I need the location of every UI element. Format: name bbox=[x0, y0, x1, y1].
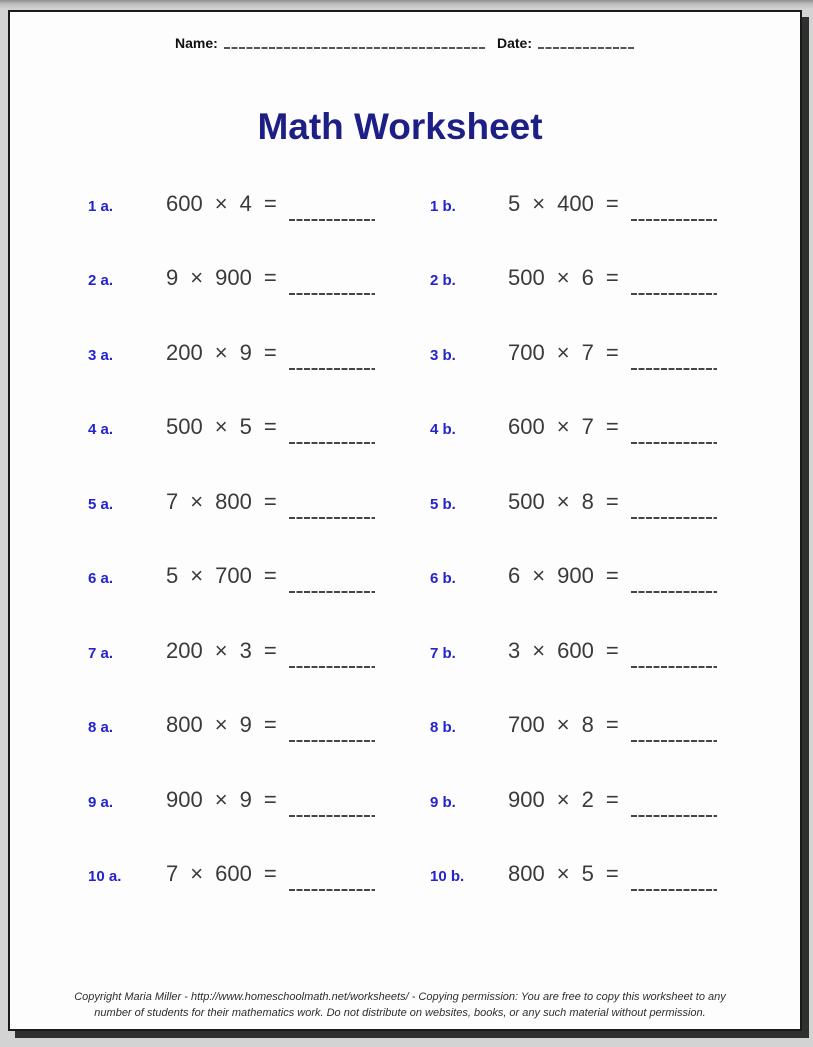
factor-1: 7 bbox=[166, 489, 179, 514]
factor-1: 800 bbox=[166, 712, 203, 737]
equals-sign: = bbox=[263, 563, 277, 588]
problem-label: 2 b. bbox=[430, 272, 456, 289]
problem-row bbox=[10, 189, 800, 219]
equals-sign: = bbox=[263, 191, 277, 216]
problem-row bbox=[10, 859, 800, 889]
factor-1: 200 bbox=[166, 340, 203, 365]
times-sign: × bbox=[556, 265, 570, 290]
answer-blank bbox=[289, 338, 375, 371]
date-line bbox=[538, 35, 634, 51]
footer-copyright: Copyright Maria Miller - http://www.homeschoolmath.net/worksheets/ - Copying permission: You are free to copy this worksheet to any number of students for their mathematics work. Do not distribute on websites, books, or any such material without permission. bbox=[74, 991, 726, 1019]
times-sign: × bbox=[556, 340, 570, 365]
answer-blank bbox=[289, 189, 375, 222]
factor-2: 2 bbox=[581, 787, 594, 812]
answer-blank bbox=[631, 859, 717, 892]
problem-label: 6 b. bbox=[430, 570, 456, 587]
answer-blank bbox=[631, 412, 717, 445]
factor-2: 800 bbox=[215, 489, 252, 514]
problem-row bbox=[10, 636, 800, 666]
factor-2: 8 bbox=[581, 489, 594, 514]
name-field-group bbox=[175, 35, 486, 51]
problem-9a bbox=[88, 785, 375, 818]
problem-2b bbox=[430, 263, 717, 296]
equals-sign: = bbox=[605, 638, 619, 663]
problem-6a bbox=[88, 561, 375, 594]
factor-1: 5 bbox=[166, 563, 179, 588]
problem-label: 5 a. bbox=[88, 496, 114, 513]
factor-1: 200 bbox=[166, 638, 203, 663]
equals-sign: = bbox=[605, 414, 619, 439]
equals-sign: = bbox=[605, 191, 619, 216]
problem-10a bbox=[88, 859, 375, 892]
equals-sign: = bbox=[605, 265, 619, 290]
problem-7a bbox=[88, 636, 375, 669]
problem-2a bbox=[88, 263, 375, 296]
problem-label: 8 b. bbox=[430, 719, 456, 736]
name-line bbox=[224, 35, 486, 51]
problem-label: 4 b. bbox=[430, 421, 456, 438]
times-sign: × bbox=[556, 414, 570, 439]
problem-5a bbox=[88, 487, 375, 520]
times-sign: × bbox=[214, 787, 228, 812]
problem-4b bbox=[430, 412, 717, 445]
times-sign: × bbox=[190, 563, 204, 588]
times-sign: × bbox=[556, 489, 570, 514]
equals-sign: = bbox=[263, 489, 277, 514]
times-sign: × bbox=[556, 861, 570, 886]
times-sign: × bbox=[532, 191, 546, 216]
factor-1: 900 bbox=[508, 787, 545, 812]
page-title: Math Worksheet bbox=[257, 106, 543, 147]
problem-label: 4 a. bbox=[88, 421, 114, 438]
problem-label: 9 b. bbox=[430, 794, 456, 811]
problem-label: 10 b. bbox=[430, 868, 465, 885]
equals-sign: = bbox=[605, 489, 619, 514]
factor-1: 500 bbox=[166, 414, 203, 439]
times-sign: × bbox=[556, 787, 570, 812]
answer-blank bbox=[289, 487, 375, 520]
answer-blank bbox=[289, 561, 375, 594]
answer-blank bbox=[631, 636, 717, 669]
problem-label: 1 b. bbox=[430, 198, 456, 215]
answer-blank bbox=[631, 785, 717, 818]
factor-2: 600 bbox=[215, 861, 252, 886]
factor-1: 900 bbox=[166, 787, 203, 812]
times-sign: × bbox=[214, 414, 228, 439]
problem-label: 8 a. bbox=[88, 719, 114, 736]
problem-6b bbox=[430, 561, 717, 594]
problem-10b bbox=[430, 859, 717, 892]
problem-5b bbox=[430, 487, 717, 520]
factor-2: 4 bbox=[239, 191, 252, 216]
answer-blank bbox=[631, 561, 717, 594]
factor-1: 500 bbox=[508, 265, 545, 290]
problem-3a bbox=[88, 338, 375, 371]
factor-2: 5 bbox=[581, 861, 594, 886]
factor-2: 9 bbox=[239, 340, 252, 365]
factor-1: 9 bbox=[166, 265, 179, 290]
factor-2: 5 bbox=[239, 414, 252, 439]
problem-8a bbox=[88, 710, 375, 743]
factor-2: 9 bbox=[239, 787, 252, 812]
problem-9b bbox=[430, 785, 717, 818]
problem-label: 3 a. bbox=[88, 347, 114, 364]
factor-1: 7 bbox=[166, 861, 179, 886]
times-sign: × bbox=[532, 563, 546, 588]
problem-3b bbox=[430, 338, 717, 371]
times-sign: × bbox=[190, 861, 204, 886]
equals-sign: = bbox=[263, 265, 277, 290]
factor-1: 5 bbox=[508, 191, 521, 216]
problem-row bbox=[10, 785, 800, 815]
equals-sign: = bbox=[605, 861, 619, 886]
problem-label: 3 b. bbox=[430, 347, 456, 364]
factor-2: 900 bbox=[215, 265, 252, 290]
times-sign: × bbox=[532, 638, 546, 663]
problem-4a bbox=[88, 412, 375, 445]
factor-1: 800 bbox=[508, 861, 545, 886]
equals-sign: = bbox=[263, 861, 277, 886]
factor-2: 8 bbox=[581, 712, 594, 737]
factor-2: 9 bbox=[239, 712, 252, 737]
answer-blank bbox=[289, 785, 375, 818]
problem-1b bbox=[430, 189, 717, 222]
equals-sign: = bbox=[605, 787, 619, 812]
times-sign: × bbox=[214, 340, 228, 365]
problem-row bbox=[10, 263, 800, 293]
problem-row bbox=[10, 338, 800, 368]
equals-sign: = bbox=[263, 414, 277, 439]
times-sign: × bbox=[214, 638, 228, 663]
problem-1a bbox=[88, 189, 375, 222]
problem-7b bbox=[430, 636, 717, 669]
factor-1: 600 bbox=[508, 414, 545, 439]
equals-sign: = bbox=[605, 712, 619, 737]
answer-blank bbox=[631, 189, 717, 222]
problem-label: 10 a. bbox=[88, 868, 122, 885]
answer-blank bbox=[631, 710, 717, 743]
problem-label: 6 a. bbox=[88, 570, 114, 587]
date-label: Date: bbox=[497, 35, 533, 51]
factor-2: 3 bbox=[239, 638, 252, 663]
factor-2: 600 bbox=[557, 638, 594, 663]
date-field-group bbox=[497, 35, 634, 51]
name-label: Name: bbox=[175, 35, 218, 51]
factor-1: 700 bbox=[508, 712, 545, 737]
problem-row bbox=[10, 561, 800, 591]
times-sign: × bbox=[556, 712, 570, 737]
factor-1: 700 bbox=[508, 340, 545, 365]
equals-sign: = bbox=[605, 563, 619, 588]
answer-blank bbox=[631, 263, 717, 296]
problem-8b bbox=[430, 710, 717, 743]
factor-2: 7 bbox=[581, 340, 594, 365]
factor-2: 400 bbox=[557, 191, 594, 216]
answer-blank bbox=[631, 487, 717, 520]
problem-row bbox=[10, 487, 800, 517]
answer-blank bbox=[289, 636, 375, 669]
factor-1: 500 bbox=[508, 489, 545, 514]
equals-sign: = bbox=[605, 340, 619, 365]
problem-label: 2 a. bbox=[88, 272, 114, 289]
answer-blank bbox=[631, 338, 717, 371]
problem-label: 7 b. bbox=[430, 645, 456, 662]
times-sign: × bbox=[190, 489, 204, 514]
factor-2: 700 bbox=[215, 563, 252, 588]
problem-row bbox=[10, 710, 800, 740]
times-sign: × bbox=[190, 265, 204, 290]
equals-sign: = bbox=[263, 787, 277, 812]
equals-sign: = bbox=[263, 712, 277, 737]
factor-2: 7 bbox=[581, 414, 594, 439]
factor-2: 6 bbox=[581, 265, 594, 290]
factor-2: 900 bbox=[557, 563, 594, 588]
equals-sign: = bbox=[263, 340, 277, 365]
times-sign: × bbox=[214, 191, 228, 216]
factor-1: 3 bbox=[508, 638, 521, 663]
answer-blank bbox=[289, 412, 375, 445]
problem-row bbox=[10, 412, 800, 442]
answer-blank bbox=[289, 859, 375, 892]
worksheet-page bbox=[8, 10, 802, 1031]
answer-blank bbox=[289, 710, 375, 743]
problem-label: 9 a. bbox=[88, 794, 114, 811]
factor-1: 600 bbox=[166, 191, 203, 216]
equals-sign: = bbox=[263, 638, 277, 663]
answer-blank bbox=[289, 263, 375, 296]
factor-1: 6 bbox=[508, 563, 521, 588]
times-sign: × bbox=[214, 712, 228, 737]
problem-label: 5 b. bbox=[430, 496, 456, 513]
problem-label: 7 a. bbox=[88, 645, 114, 662]
problem-label: 1 a. bbox=[88, 198, 114, 215]
